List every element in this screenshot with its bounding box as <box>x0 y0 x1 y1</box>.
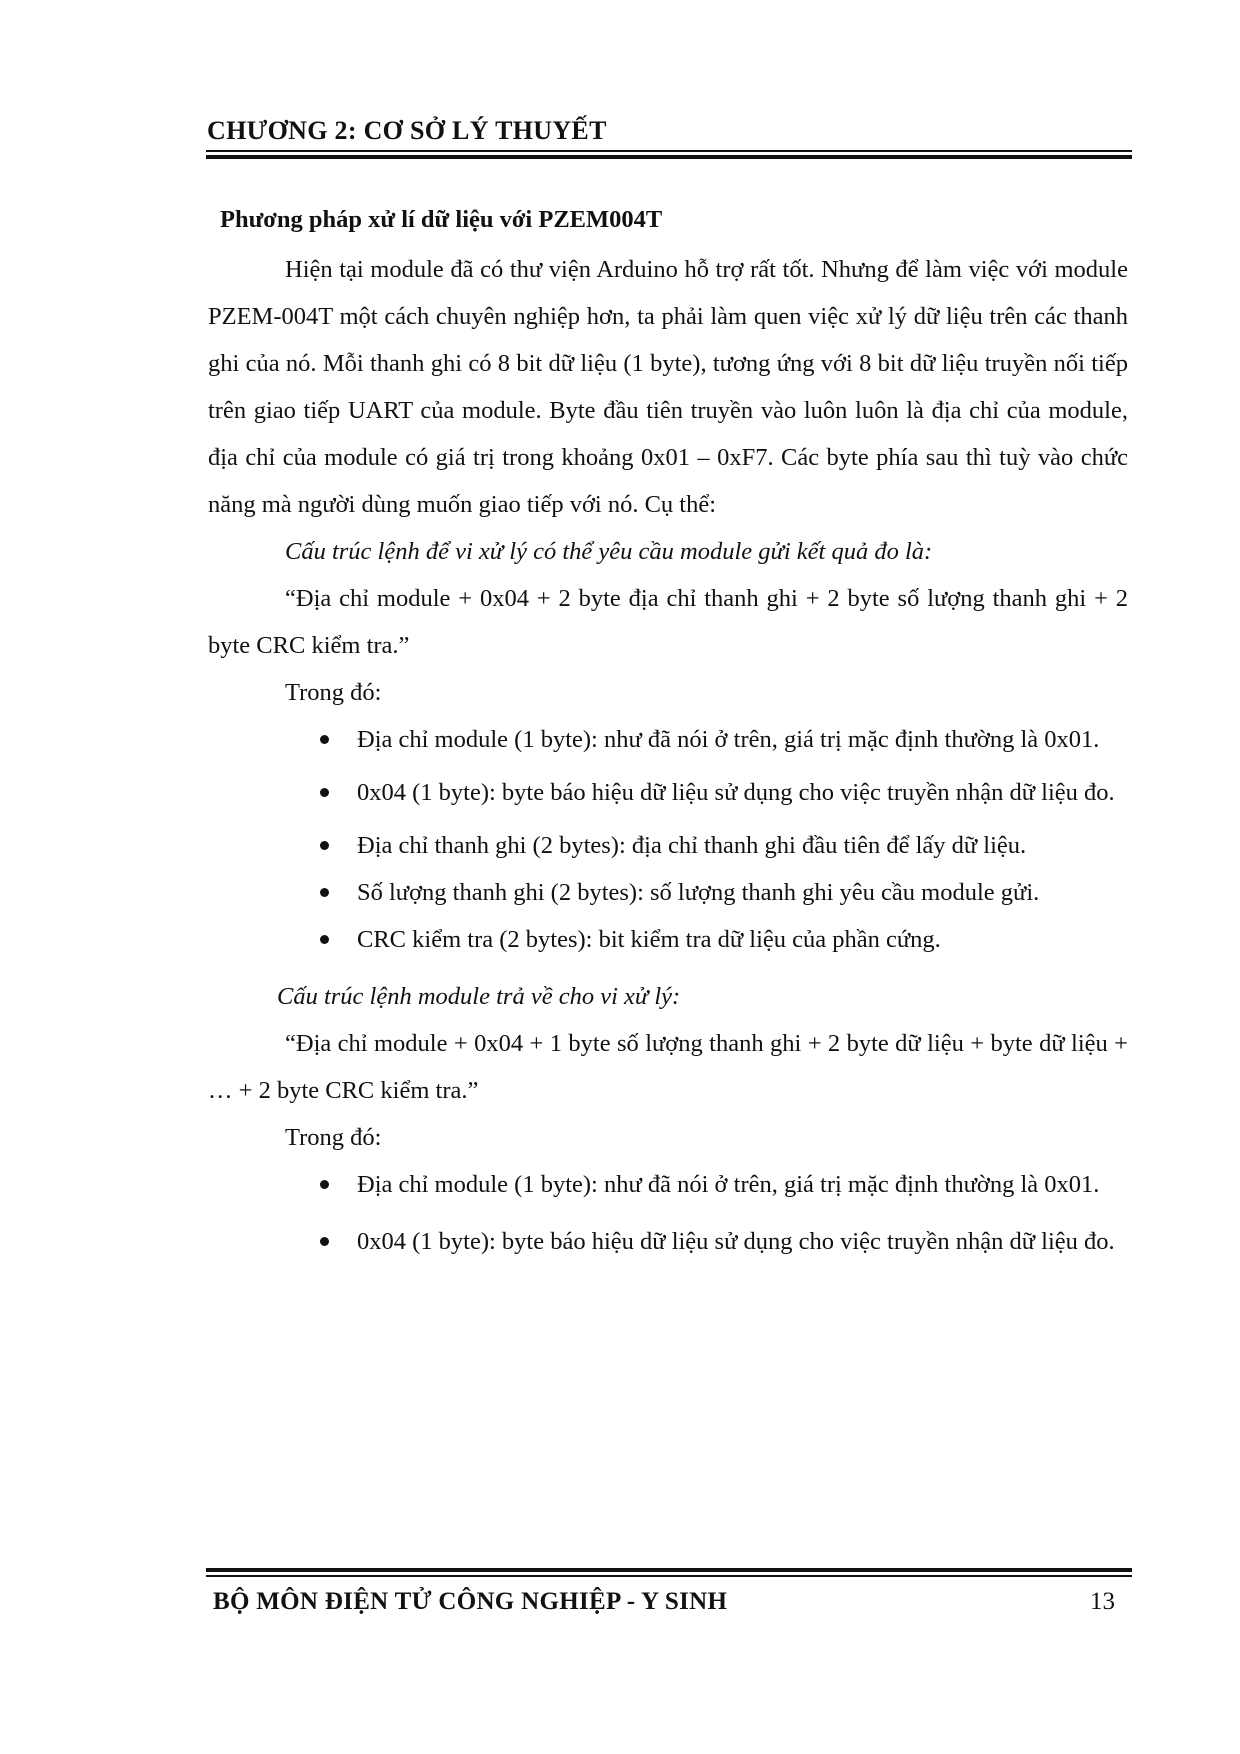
bullet-icon <box>320 1180 329 1189</box>
bullet-icon <box>320 888 329 897</box>
bullet-icon <box>320 1237 329 1246</box>
list-item-text: Địa chỉ module (1 byte): như đã nói ở trên, giá trị mặc định thường là 0x01. <box>357 1171 1100 1198</box>
bullet-icon <box>320 935 329 944</box>
response-field-list <box>208 1161 1128 1265</box>
list-item <box>208 869 1128 916</box>
header-rule-thin <box>206 150 1132 152</box>
page-body <box>208 196 1128 1265</box>
list-item-text: Địa chỉ module (1 byte): như đã nói ở trên, giá trị mặc định thường là 0x01. <box>357 726 1100 753</box>
response-format-paragraph: “Địa chỉ module + 0x04 + 1 byte số lượng thanh ghi + 2 byte dữ liệu + byte dữ liệu + … + 2 byte CRC kiểm tra.” <box>208 1030 1128 1104</box>
intro-paragraph: Hiện tại module đã có thư viện Arduino hỗ trợ rất tốt. Nhưng để làm việc với module PZEM-004T một cách chuyên nghiệp hơn, ta phải làm quen việc xử lý dữ liệu trên các thanh ghi của nó. Mỗi thanh ghi có 8 bit dữ liệu (1 byte), tương ứng với 8 bit dữ liệu truyền nối tiếp trên giao tiếp UART của module. Byte đầu tiên truyền vào luôn luôn là địa chỉ của module, địa chỉ của module có giá trị trong khoảng 0x01 – 0xF7. Các byte phía sau thì tuỳ vào chức năng mà người dùng muốn giao tiếp với nó. Cụ thể: <box>208 256 1128 518</box>
list-item-text: CRC kiểm tra (2 bytes): bit kiểm tra dữ liệu của phần cứng. <box>357 926 941 953</box>
list-item <box>208 769 1128 816</box>
footer-rule-thin <box>206 1575 1132 1577</box>
page-header-title: CHƯƠNG 2: CƠ SỞ LÝ THUYẾT <box>207 116 607 145</box>
list-item-text: Địa chỉ thanh ghi (2 bytes): địa chỉ thanh ghi đầu tiên để lấy dữ liệu. <box>357 832 1027 859</box>
bullet-icon <box>320 735 329 744</box>
response-where-label: Trong đó: <box>285 1124 382 1151</box>
footer-rule-thick <box>206 1568 1132 1572</box>
list-item <box>208 1161 1128 1208</box>
response-structure-title: Cấu trúc lệnh module trả về cho vi xử lý: <box>277 983 681 1010</box>
request-where-label: Trong đó: <box>285 679 382 706</box>
list-item <box>208 716 1128 763</box>
section-heading: Phương pháp xử lí dữ liệu với PZEM004T <box>220 206 663 233</box>
bullet-icon <box>320 788 329 797</box>
request-format-paragraph: “Địa chỉ module + 0x04 + 2 byte địa chỉ thanh ghi + 2 byte số lượng thanh ghi + 2 byte CRC kiểm tra.” <box>208 585 1128 659</box>
page-number: 13 <box>1090 1588 1115 1615</box>
bullet-icon <box>320 841 329 850</box>
request-structure-title: Cấu trúc lệnh để vi xử lý có thể yêu cầu module gửi kết quả đo là: <box>285 538 933 565</box>
header-rule-thick <box>206 155 1132 159</box>
list-item-text: 0x04 (1 byte): byte báo hiệu dữ liệu sử dụng cho việc truyền nhận dữ liệu đo. <box>357 779 1115 806</box>
list-item-text: 0x04 (1 byte): byte báo hiệu dữ liệu sử dụng cho việc truyền nhận dữ liệu đo. <box>357 1228 1115 1255</box>
list-item <box>208 822 1128 869</box>
footer-department: BỘ MÔN ĐIỆN TỬ CÔNG NGHIỆP - Y SINH <box>213 1588 728 1615</box>
request-field-list <box>208 716 1128 963</box>
list-item <box>208 916 1128 963</box>
list-item-text: Số lượng thanh ghi (2 bytes): số lượng thanh ghi yêu cầu module gửi. <box>357 879 1040 906</box>
list-item <box>208 1218 1128 1265</box>
